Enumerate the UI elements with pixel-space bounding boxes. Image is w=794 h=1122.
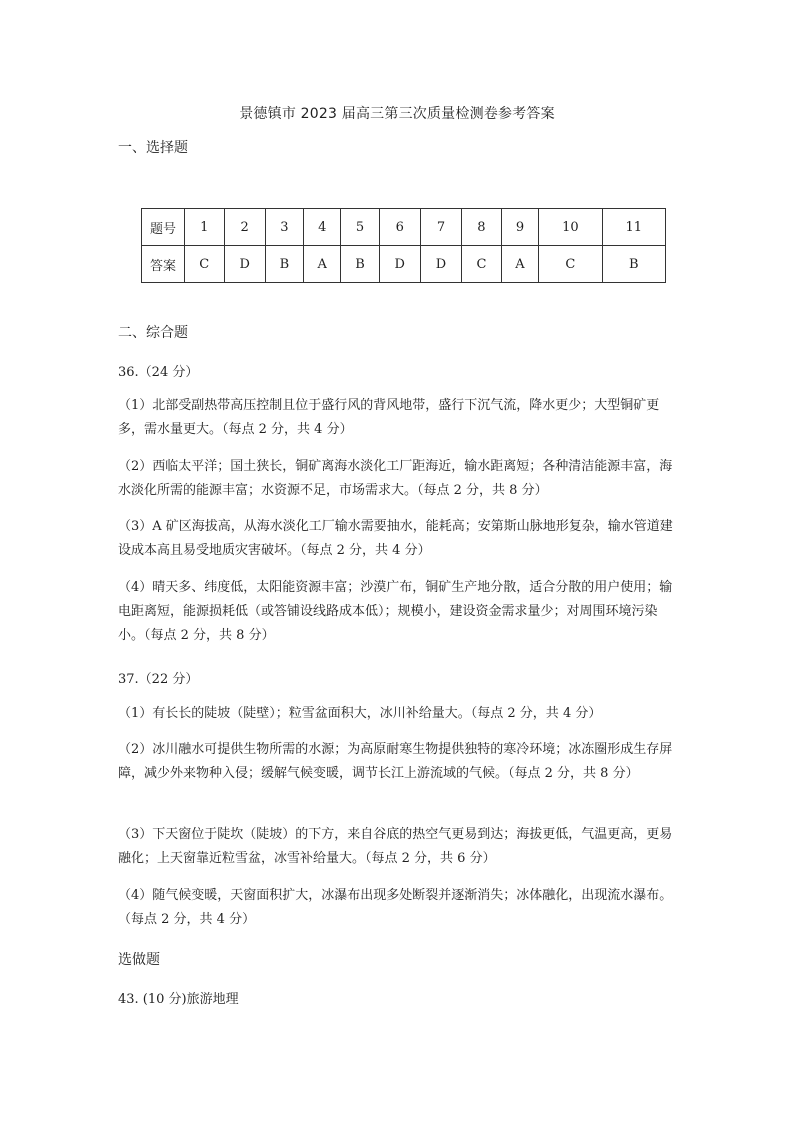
answer-cell: C — [185, 246, 225, 283]
answer-cell: A — [303, 246, 341, 283]
table-row-answers — [142, 246, 666, 283]
section-heading-choice: 一、选择题 — [118, 140, 188, 156]
question-37-head: 37.（22 分） — [118, 672, 199, 687]
q37-answer-2: （2）冰川融水可提供生物所需的水源；为高原耐寒生物提供独特的寒冷环境；冰冻圈形成生存屏障，减少外来物种入侵；缓解气候变暖，调节长江上游流域的气候。（每点 2 分，共 8 分） — [118, 742, 673, 781]
question-number-cell: 11 — [602, 209, 665, 246]
answer-cell: C — [539, 246, 602, 283]
question-number-cell: 3 — [265, 209, 303, 246]
question-number-cell: 8 — [462, 209, 502, 246]
answer-cell: B — [602, 246, 665, 283]
question-number-cell: 2 — [224, 209, 265, 246]
question-number-cell: 6 — [379, 209, 420, 246]
question-number-cell: 1 — [185, 209, 225, 246]
question-number-cell: 5 — [341, 209, 379, 246]
q37-answer-3: （3）下天窗位于陡坎（陡坡）的下方，来自谷底的热空气更易到达；海拔更低，气温更高，更易融化；上天窗靠近粒雪盆，冰雪补给量大。（每点 2 分，共 6 分） — [118, 827, 673, 866]
question-number-cell: 10 — [539, 209, 602, 246]
q36-answer-4: （4）晴天多、纬度低，太阳能资源丰富；沙漠广布，铜矿生产地分散，适合分散的用户使用；输电距离短，能源损耗低（或答铺设线路成本低）；规模小，建设资金需求量少；对周围环境污染小。（每点 2 分，共 8 分） — [118, 580, 673, 643]
q36-answer-1: （1）北部受副热带高压控制且位于盛行风的背风地带，盛行下沉气流，降水更少；大型铜矿更多，需水量更大。（每点 2 分，共 4 分） — [118, 398, 660, 437]
question-36-head: 36.（24 分） — [118, 365, 199, 380]
answer-cell: D — [224, 246, 265, 283]
answer-cell: D — [420, 246, 461, 283]
row-label-number: 题号 — [142, 209, 185, 246]
question-number-cell: 9 — [501, 209, 539, 246]
q36-answer-3: （3）A 矿区海拔高，从海水淡化工厂输水需要抽水，能耗高；安第斯山脉地形复杂，输水管道建设成本高且易受地质灾害破坏。（每点 2 分，共 4 分） — [118, 519, 673, 558]
answer-cell: C — [462, 246, 502, 283]
section-heading-elective: 选做题 — [118, 952, 160, 968]
answer-cell: D — [379, 246, 420, 283]
row-label-answer: 答案 — [142, 246, 185, 283]
question-number-cell: 7 — [420, 209, 461, 246]
answer-table — [141, 208, 666, 283]
answer-cell: A — [501, 246, 539, 283]
page-title: 景德镇市 2023 届高三第三次质量检测卷参考答案 — [239, 106, 555, 122]
answer-cell: B — [341, 246, 379, 283]
q37-answer-4: （4）随气候变暖，天窗面积扩大，冰瀑布出现多处断裂并逐渐消失；冰体融化，出现流水瀑布。（每点 2 分，共 4 分） — [118, 888, 673, 927]
q36-answer-2: （2）西临太平洋；国土狭长，铜矿离海水淡化工厂距海近，输水距离短；各种清洁能源丰富，海水淡化所需的能源丰富；水资源不足，市场需求大。（每点 2 分，共 8 分） — [118, 459, 673, 498]
question-number-cell: 4 — [303, 209, 341, 246]
answer-cell: B — [265, 246, 303, 283]
q37-answer-1: （1）有长长的陡坡（陡壁）；粒雪盆面积大，冰川补给量大。（每点 2 分，共 4 分） — [118, 706, 602, 721]
section-heading-comprehensive: 二、综合题 — [118, 325, 188, 341]
table-row-numbers — [142, 209, 666, 246]
question-43-head: 43. (10 分)旅游地理 — [118, 992, 239, 1007]
